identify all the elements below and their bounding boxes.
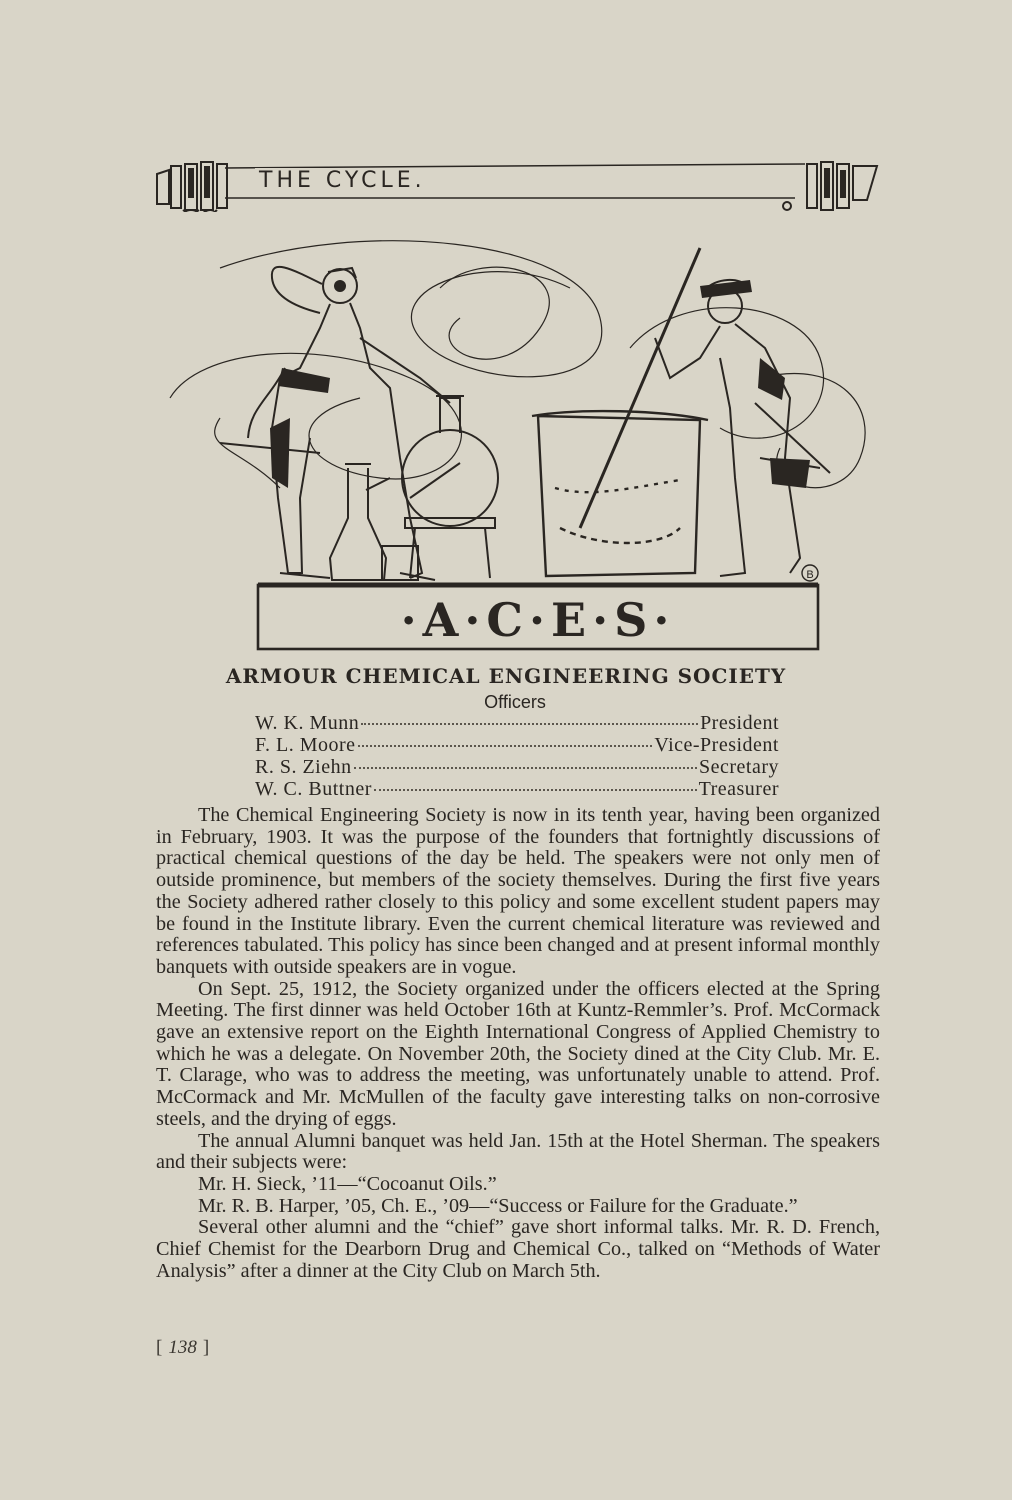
header-banner — [155, 160, 880, 212]
officer-list — [255, 712, 779, 800]
officer-row — [255, 778, 779, 800]
speaker-line: Mr. H. Sieck, ’11—“Cocoanut Oils.” — [198, 1172, 497, 1195]
running-header-title: THE CYCLE. — [255, 168, 430, 193]
dot-leader — [361, 723, 698, 725]
stirring-rod — [580, 248, 700, 528]
paragraph-history: The Chemical Engineering Society is now in its tenth year, having been organized in February, 1903. It was the purpose of the founders that fortnightly discussions of practical chemical questions of the day be held. The speakers were not only men of outside prominence, but members of the society themselves. During the first five years the Society adhered rather closely to this policy and some excellent student papers may be found in the Institute library. Even the current chemical literature was reviewed and references tabulated. This policy has since been changed and at present informal monthly banquets with outside speakers are in vogue. — [156, 804, 880, 978]
officer-role: Secretary — [698, 756, 779, 778]
officer-name: R. S. Ziehn — [255, 756, 352, 778]
article-body — [156, 805, 880, 1282]
officer-role: Treasurer — [698, 778, 779, 800]
officer-name: W. K. Munn — [255, 712, 360, 734]
officer-role: Vice-President — [654, 734, 779, 756]
page-number-value: 138 — [168, 1337, 197, 1358]
officer-row — [255, 712, 779, 734]
officer-row — [255, 756, 779, 778]
dot-leader — [358, 745, 653, 747]
paragraph-alumni-banquet: The annual Alumni banquet was held Jan. 15th at the Hotel Sherman. The speakers and their subjects were: — [156, 1129, 880, 1174]
officer-name: W. C. Buttner — [255, 778, 372, 800]
officers-heading: Officers — [484, 692, 546, 712]
officer-row — [255, 734, 779, 756]
aces-illustration — [160, 228, 882, 653]
officer-role: President — [700, 712, 779, 734]
speaker-line: Mr. R. B. Harper, ’05, Ch. E., ’09—“Success or Failure for the Graduate.” — [198, 1194, 798, 1217]
dot-leader — [374, 789, 697, 791]
page-number: [ 138 ] — [156, 1337, 210, 1358]
officer-name: F. L. Moore — [255, 734, 356, 756]
society-title: ARMOUR CHEMICAL ENGINEERING SOCIETY — [225, 664, 787, 688]
emblem-letters: ·A·C·E·S· — [400, 593, 676, 647]
svg-text:B: B — [806, 569, 814, 581]
right-alchemist-figure — [655, 280, 830, 576]
paragraph-closing: Several other alumni and the “chief” gave short informal talks. Mr. R. D. French, Chief Chemist for the Dearborn Drug and Chemical Co., talked on “Methods of Water Analysis” after a dinner at the City Club on March 5th. — [156, 1216, 880, 1282]
dot-leader — [354, 767, 697, 769]
paragraph-current-year: On Sept. 25, 1912, the Society organized under the officers elected at the Spring Meeting. The first dinner was held October 16th at Kuntz-Remmler’s. Prof. McCormack gave an extensive report on the Eighth International Congress of Applied Chemistry to which he was a delegate. On November 20th, the Society dined at the City Club. Mr. E. T. Clarage, who was to address the meeting, was unfortunately unable to attend. Prof. McCormack and Mr. McMullen of the faculty gave interesting talks on non-corrosive steels, and the drying of eggs. — [156, 977, 880, 1130]
